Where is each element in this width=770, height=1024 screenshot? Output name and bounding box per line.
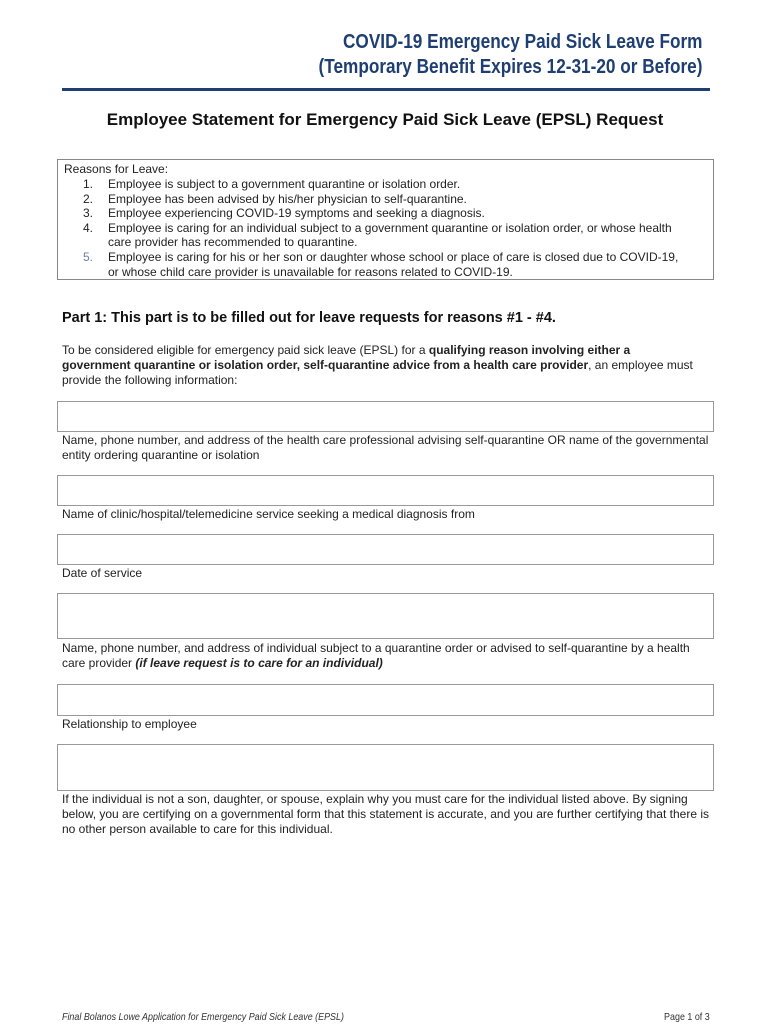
- care-explanation-label: If the individual is not a son, daughter, or spouse, explain why you must care for the individual listed above. By signing below, you are certifying on a governmental form that this statement is accurate, and you are further certifying that there is no other person available to care for this individual.: [62, 792, 709, 836]
- reason-number: 2.: [83, 191, 94, 206]
- intro-emphasis: qualifying reason involving either a government quarantine or isolation order, self-quarantine advice from a health care provider: [62, 343, 631, 372]
- individual-info-input[interactable]: [57, 593, 714, 639]
- clinic-name-label: Name of clinic/hospital/telemedicine service seeking a medical diagnosis from: [62, 507, 475, 521]
- health-care-professional-label: Name, phone number, and address of the health care professional advising self-quarantine OR name of the governmental entity ordering quarantine or isolation: [62, 433, 709, 462]
- reason-number: 1.: [83, 177, 94, 191]
- form-title: [318, 30, 702, 80]
- footer-page-number: Page 1 of 3: [664, 1011, 710, 1023]
- date-of-service-input[interactable]: [57, 534, 714, 565]
- reason-item-3: [83, 206, 713, 221]
- reason-text: Employee has been advised by his/her physician to self-quarantine.: [108, 191, 467, 206]
- reason-text-continued: or whose child care provider is unavailable for reasons related to COVID-19.: [108, 264, 513, 279]
- reason-text: Employee is caring for an individual subject to a government quarantine or isolation order, or whose health: [108, 220, 672, 235]
- reason-item-5: [83, 250, 713, 279]
- form-title-line1: COVID-19 Emergency Paid Sick Leave Form: [342, 31, 702, 53]
- form-subtitle: Employee Statement for Emergency Paid Sick Leave (EPSL) Request: [106, 110, 664, 129]
- relationship-input[interactable]: [57, 684, 714, 716]
- reason-item-1: [83, 177, 713, 192]
- clinic-name-input[interactable]: [57, 475, 714, 506]
- health-care-professional-input[interactable]: [57, 401, 714, 432]
- part1-intro: [62, 343, 702, 388]
- reasons-heading: Reasons for Leave:: [64, 162, 169, 176]
- title-divider: [62, 88, 710, 91]
- individual-info-label-text: Name, phone number, and address of individual subject to a quarantine order or advised to self-quarantine by a health care provider: [62, 641, 690, 670]
- reason-number: 4.: [83, 220, 94, 235]
- intro-text-end: , an employee must provide the following information:: [62, 358, 693, 387]
- reason-text: Employee experiencing COVID-19 symptoms and seeking a diagnosis.: [108, 206, 485, 220]
- reason-number: 5.: [83, 250, 94, 264]
- intro-text: To be considered eligible for emergency paid sick leave (EPSL) for a: [62, 343, 429, 357]
- date-of-service-label: Date of service: [62, 566, 143, 580]
- reason-item-2: [83, 192, 713, 207]
- form-title-line2: (Temporary Benefit Expires 12-31-20 or Before): [318, 56, 702, 78]
- footer-document-name: Final Bolanos Lowe Application for Emergency Paid Sick Leave (EPSL): [62, 1011, 344, 1023]
- reason-text: Employee is caring for his or her son or daughter whose school or place of care is closed due to COVID-19,: [108, 250, 679, 264]
- individual-info-label-emphasis: (if leave request is to care for an individual): [135, 656, 383, 670]
- reason-text: Employee is subject to a government quarantine or isolation order.: [108, 177, 461, 191]
- reason-item-4: [83, 220, 713, 249]
- care-explanation-input[interactable]: [57, 744, 714, 791]
- part1-heading: Part 1: This part is to be filled out for leave requests for reasons #1 - #4.: [62, 310, 556, 326]
- relationship-label: Relationship to employee: [62, 717, 197, 731]
- reason-number: 3.: [83, 206, 94, 220]
- individual-info-label: [62, 641, 712, 671]
- reason-text-continued: care provider has recommended to quarantine.: [108, 235, 358, 249]
